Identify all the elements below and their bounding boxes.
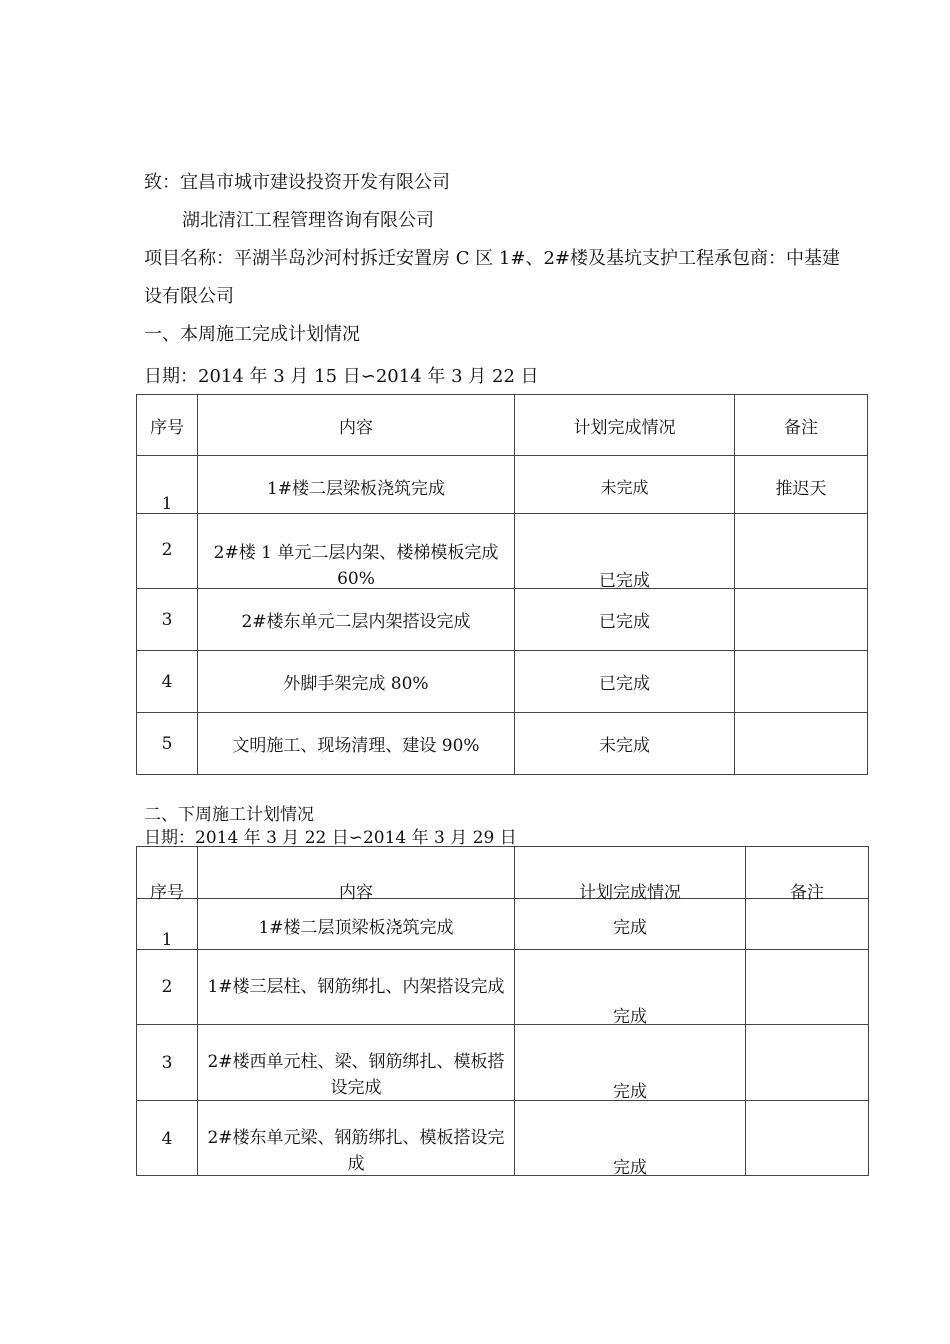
row-content: 2#楼西单元柱、梁、钢筋绑扎、模板搭设完成 [207, 1052, 505, 1098]
header-no: 序号 [137, 395, 198, 456]
project-line-2: 设有限公司 [144, 286, 234, 307]
table-row [137, 651, 868, 713]
row-status: 完成 [613, 918, 647, 938]
row-status: 完成 [613, 1007, 647, 1027]
table-row [137, 1025, 869, 1101]
table-row [137, 1101, 869, 1176]
header-note: 备注 [790, 883, 824, 903]
table-row [137, 456, 868, 514]
row-content: 1#楼二层梁板浇筑完成 [266, 479, 446, 499]
table-header-row [137, 847, 869, 899]
section2-title: 二、下周施工计划情况 [144, 805, 314, 825]
row-status: 完成 [613, 1082, 647, 1102]
row-status: 未完成 [515, 713, 735, 775]
project-line: 项目名称：平湖半岛沙河村拆迁安置房 C 区 1#、2#楼及基坑支护工程承包商：中基建 [144, 248, 841, 269]
row-status: 已完成 [515, 589, 735, 651]
row-note: 推迟天 [775, 479, 827, 499]
row-no: 3 [137, 1025, 198, 1101]
row-status: 未完成 [600, 478, 649, 497]
row-note [735, 589, 868, 651]
row-content: 2#楼东单元二层内架搭设完成 [198, 589, 515, 651]
table-row [137, 713, 868, 775]
section1-date: 日期：2014 年 3 月 15 日∽2014 年 3 月 22 日 [144, 366, 539, 387]
table-row [137, 589, 868, 651]
row-no: 2 [137, 950, 198, 1025]
row-no: 2 [161, 540, 173, 560]
row-content: 1#楼三层柱、钢筋绑扎、内架搭设完成 [207, 977, 505, 997]
section2-date: 日期：2014 年 3 月 22 日∽2014 年 3 月 29 日 [144, 828, 517, 848]
row-no: 3 [137, 589, 198, 651]
row-content: 2#楼东单元梁、钢筋绑扎、模板搭设完成 [207, 1128, 505, 1174]
row-status: 完成 [613, 1158, 647, 1178]
header-status: 计划完成情况 [515, 395, 735, 456]
header-content: 内容 [198, 395, 515, 456]
section1-title: 一、本周施工完成计划情况 [144, 324, 360, 345]
row-content: 1#楼二层顶梁板浇筑完成 [258, 918, 454, 938]
row-note [735, 713, 868, 775]
section2-table [136, 846, 869, 1176]
row-no: 4 [137, 651, 198, 713]
row-note [735, 651, 868, 713]
row-no: 4 [161, 1129, 173, 1149]
header-no: 序号 [150, 883, 184, 903]
header-content: 内容 [339, 883, 373, 903]
row-content: 外脚手架完成 80% [198, 651, 515, 713]
header-status: 计划完成情况 [579, 883, 681, 903]
table-header-row [137, 395, 868, 456]
table-row [137, 514, 868, 589]
table-row [137, 899, 869, 950]
row-no: 5 [137, 713, 198, 775]
row-status: 已完成 [599, 571, 650, 591]
addressee-line-2: 湖北清江工程管理咨询有限公司 [182, 210, 434, 231]
addressee-line: 致：宜昌市城市建设投资开发有限公司 [144, 172, 450, 193]
row-status: 已完成 [515, 651, 735, 713]
table-row [137, 950, 869, 1025]
header-note: 备注 [735, 395, 868, 456]
section1-table [136, 394, 868, 775]
row-no: 1 [161, 494, 173, 514]
row-content: 文明施工、现场清理、建设 90% [198, 713, 515, 775]
row-no: 1 [161, 930, 173, 950]
row-content: 2#楼 1 单元二层内架、楼梯模板完成 60% [213, 543, 499, 589]
